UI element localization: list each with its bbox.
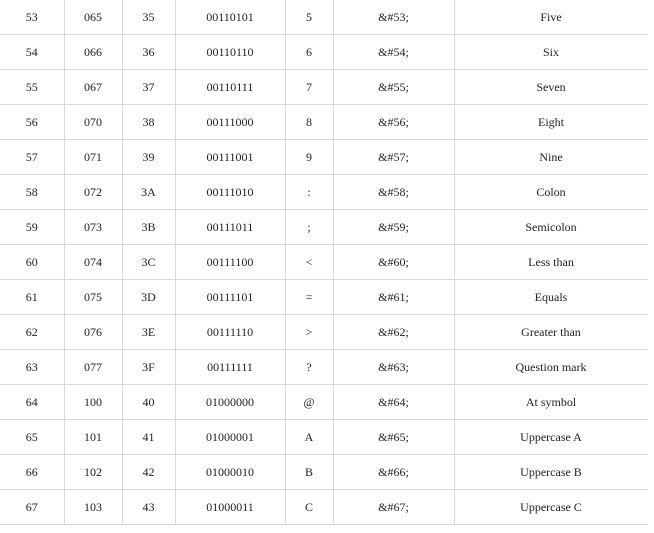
binary-cell: 00111111 bbox=[175, 350, 285, 385]
octal-cell: 066 bbox=[64, 35, 122, 70]
description-cell: Uppercase C bbox=[454, 490, 648, 525]
hex-cell: 35 bbox=[122, 0, 175, 35]
hex-cell: 3A bbox=[122, 175, 175, 210]
table-row bbox=[0, 420, 648, 455]
html-entity-cell: &#64; bbox=[333, 385, 454, 420]
decimal-cell: 57 bbox=[0, 140, 64, 175]
description-cell: Less than bbox=[454, 245, 648, 280]
html-entity-cell: &#62; bbox=[333, 315, 454, 350]
binary-cell: 00111001 bbox=[175, 140, 285, 175]
decimal-cell: 63 bbox=[0, 350, 64, 385]
description-cell: Five bbox=[454, 0, 648, 35]
html-entity-cell: &#66; bbox=[333, 455, 454, 490]
table-row bbox=[0, 140, 648, 175]
symbol-cell: A bbox=[285, 420, 333, 455]
description-cell: Colon bbox=[454, 175, 648, 210]
decimal-cell: 55 bbox=[0, 70, 64, 105]
binary-cell: 01000000 bbox=[175, 385, 285, 420]
table-row bbox=[0, 175, 648, 210]
decimal-cell: 56 bbox=[0, 105, 64, 140]
decimal-cell: 61 bbox=[0, 280, 64, 315]
decimal-cell: 67 bbox=[0, 490, 64, 525]
octal-cell: 077 bbox=[64, 350, 122, 385]
binary-cell: 01000011 bbox=[175, 490, 285, 525]
binary-cell: 00111101 bbox=[175, 280, 285, 315]
hex-cell: 42 bbox=[122, 455, 175, 490]
description-cell: Semicolon bbox=[454, 210, 648, 245]
html-entity-cell: &#67; bbox=[333, 490, 454, 525]
html-entity-cell: &#54; bbox=[333, 35, 454, 70]
table-row bbox=[0, 0, 648, 35]
decimal-cell: 62 bbox=[0, 315, 64, 350]
hex-cell: 39 bbox=[122, 140, 175, 175]
binary-cell: 00111110 bbox=[175, 315, 285, 350]
symbol-cell: B bbox=[285, 455, 333, 490]
table-row bbox=[0, 105, 648, 140]
octal-cell: 103 bbox=[64, 490, 122, 525]
octal-cell: 075 bbox=[64, 280, 122, 315]
html-entity-cell: &#57; bbox=[333, 140, 454, 175]
decimal-cell: 60 bbox=[0, 245, 64, 280]
description-cell: Seven bbox=[454, 70, 648, 105]
symbol-cell: ; bbox=[285, 210, 333, 245]
symbol-cell: < bbox=[285, 245, 333, 280]
description-cell: At symbol bbox=[454, 385, 648, 420]
decimal-cell: 59 bbox=[0, 210, 64, 245]
symbol-cell: @ bbox=[285, 385, 333, 420]
description-cell: Equals bbox=[454, 280, 648, 315]
table-row bbox=[0, 280, 648, 315]
hex-cell: 40 bbox=[122, 385, 175, 420]
hex-cell: 3B bbox=[122, 210, 175, 245]
description-cell: Eight bbox=[454, 105, 648, 140]
decimal-cell: 65 bbox=[0, 420, 64, 455]
table-row bbox=[0, 35, 648, 70]
octal-cell: 072 bbox=[64, 175, 122, 210]
symbol-cell: > bbox=[285, 315, 333, 350]
hex-cell: 3D bbox=[122, 280, 175, 315]
hex-cell: 38 bbox=[122, 105, 175, 140]
html-entity-cell: &#59; bbox=[333, 210, 454, 245]
html-entity-cell: &#60; bbox=[333, 245, 454, 280]
table-row bbox=[0, 350, 648, 385]
binary-cell: 01000010 bbox=[175, 455, 285, 490]
symbol-cell: : bbox=[285, 175, 333, 210]
symbol-cell: 9 bbox=[285, 140, 333, 175]
octal-cell: 100 bbox=[64, 385, 122, 420]
table-row bbox=[0, 315, 648, 350]
symbol-cell: 5 bbox=[285, 0, 333, 35]
table-row bbox=[0, 455, 648, 490]
octal-cell: 071 bbox=[64, 140, 122, 175]
decimal-cell: 58 bbox=[0, 175, 64, 210]
hex-cell: 43 bbox=[122, 490, 175, 525]
symbol-cell: 6 bbox=[285, 35, 333, 70]
html-entity-cell: &#53; bbox=[333, 0, 454, 35]
html-entity-cell: &#56; bbox=[333, 105, 454, 140]
decimal-cell: 53 bbox=[0, 0, 64, 35]
symbol-cell: 7 bbox=[285, 70, 333, 105]
octal-cell: 073 bbox=[64, 210, 122, 245]
hex-cell: 3E bbox=[122, 315, 175, 350]
description-cell: Nine bbox=[454, 140, 648, 175]
description-cell: Uppercase B bbox=[454, 455, 648, 490]
hex-cell: 3F bbox=[122, 350, 175, 385]
decimal-cell: 54 bbox=[0, 35, 64, 70]
table-row bbox=[0, 210, 648, 245]
binary-cell: 00110101 bbox=[175, 0, 285, 35]
decimal-cell: 64 bbox=[0, 385, 64, 420]
octal-cell: 074 bbox=[64, 245, 122, 280]
octal-cell: 067 bbox=[64, 70, 122, 105]
binary-cell: 00111000 bbox=[175, 105, 285, 140]
description-cell: Question mark bbox=[454, 350, 648, 385]
decimal-cell: 66 bbox=[0, 455, 64, 490]
table-row bbox=[0, 385, 648, 420]
octal-cell: 065 bbox=[64, 0, 122, 35]
html-entity-cell: &#61; bbox=[333, 280, 454, 315]
binary-cell: 00110111 bbox=[175, 70, 285, 105]
binary-cell: 01000001 bbox=[175, 420, 285, 455]
octal-cell: 101 bbox=[64, 420, 122, 455]
description-cell: Uppercase A bbox=[454, 420, 648, 455]
hex-cell: 41 bbox=[122, 420, 175, 455]
html-entity-cell: &#65; bbox=[333, 420, 454, 455]
hex-cell: 3C bbox=[122, 245, 175, 280]
binary-cell: 00110110 bbox=[175, 35, 285, 70]
description-cell: Greater than bbox=[454, 315, 648, 350]
html-entity-cell: &#55; bbox=[333, 70, 454, 105]
octal-cell: 070 bbox=[64, 105, 122, 140]
symbol-cell: = bbox=[285, 280, 333, 315]
binary-cell: 00111011 bbox=[175, 210, 285, 245]
table-row bbox=[0, 490, 648, 525]
hex-cell: 36 bbox=[122, 35, 175, 70]
binary-cell: 00111100 bbox=[175, 245, 285, 280]
symbol-cell: C bbox=[285, 490, 333, 525]
octal-cell: 102 bbox=[64, 455, 122, 490]
hex-cell: 37 bbox=[122, 70, 175, 105]
table-row bbox=[0, 70, 648, 105]
table-row bbox=[0, 245, 648, 280]
page-right-margin bbox=[648, 0, 654, 533]
binary-cell: 00111010 bbox=[175, 175, 285, 210]
description-cell: Six bbox=[454, 35, 648, 70]
html-entity-cell: &#63; bbox=[333, 350, 454, 385]
octal-cell: 076 bbox=[64, 315, 122, 350]
symbol-cell: ? bbox=[285, 350, 333, 385]
html-entity-cell: &#58; bbox=[333, 175, 454, 210]
symbol-cell: 8 bbox=[285, 105, 333, 140]
